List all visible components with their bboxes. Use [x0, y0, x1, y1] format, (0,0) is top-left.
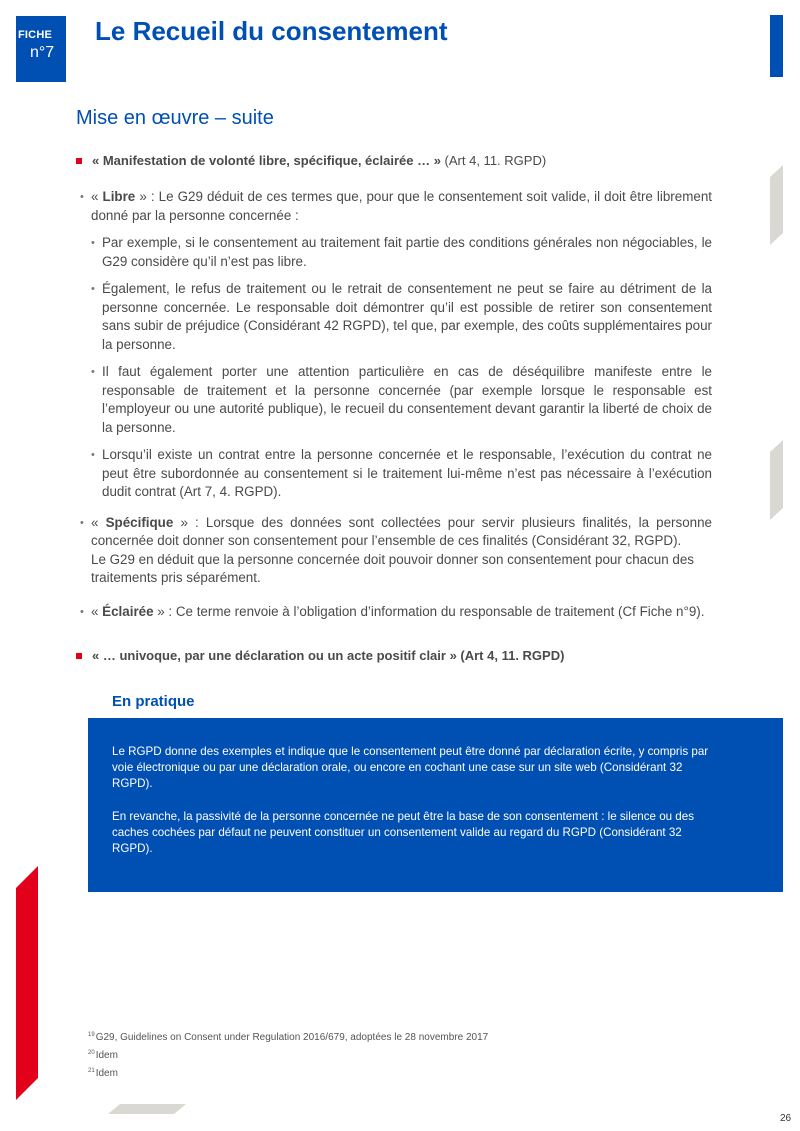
bullet-specifique: • « Spécifique » : Lorsque des données sont collectées pour servir plusieurs finalités, la personne concernée doit donner son consentement pour l’ensemble de ces finalités (Considérant 32, RGPD).: [80, 514, 712, 551]
footnote: $^{21}$Idem: [88, 1068, 118, 1079]
page-title: Le Recueil du consentement: [95, 16, 448, 46]
bottom-grey-decoration: [108, 1104, 186, 1114]
term-specifique: Spécifique: [105, 514, 174, 530]
red-square-bullet-icon: [76, 158, 82, 164]
footnotes: [88, 1032, 488, 1086]
red-square-bullet-icon: [76, 653, 82, 659]
specifique-continuation: Le G29 en déduit que la personne concernée doit pouvoir donner son consentement pour chacun des traitements pris séparément.: [91, 551, 695, 585]
bullet-eclairee: • « Éclairée » : Ce terme renvoie à l’obligation d’information du responsable de traitement (Cf Fiche n°9).: [80, 603, 712, 622]
footnote: $^{20}$Idem: [88, 1050, 118, 1061]
main-point-univoque: [76, 648, 564, 663]
bullet-libre: • « Libre » : Le G29 déduit de ces termes que, pour que le consentement soit valide, il doit être librement donné par la personne concernée :: [80, 188, 712, 225]
sub-bullet: • Il faut également porter une attention particulière en cas de déséquilibre manifeste entre le responsable de traitement et la personne concernée (par exemple lorsque le responsable est l’employeur ou une autorité publique), le recueil du consentement devant garantir la liberté de choix de la personne.: [80, 363, 712, 437]
practice-title: En pratique: [112, 693, 195, 710]
fiche-number: n°7: [30, 44, 55, 61]
main-point-bold: « … univoque, par une déclaration ou un acte positif clair » (Art 4, 11. RGPD): [92, 648, 565, 663]
term-eclairee: Éclairée: [102, 603, 154, 619]
practice-paragraph: Le RGPD donne des exemples et indique que le consentement peut être donné par déclaration écrite, y compris par voie électronique ou par une déclaration orale, ou encore en cochant une case sur un site web (Considérant 32 RGPD).: [112, 745, 709, 790]
fiche-badge: [16, 16, 66, 82]
fiche-label: FICHE: [18, 29, 52, 41]
practice-box: [88, 718, 783, 892]
footnote: $^{19}$G29, Guidelines on Consent under Regulation 2016/679, adoptées le 28 novembre 2017: [88, 1032, 489, 1043]
term-libre: Libre: [102, 189, 136, 204]
grey-tab-decoration: [770, 440, 783, 520]
section-title: Mise en œuvre – suite: [76, 107, 274, 129]
criteria-list: [80, 188, 712, 621]
sub-bullet: • Par exemple, si le consentement au traitement fait partie des conditions générales non négociables, le G29 considère qu’il n’est pas libre.: [80, 234, 712, 271]
red-stripe-decoration: [16, 866, 38, 1100]
grey-tab-decoration: [770, 165, 783, 245]
page-number: 26: [780, 1113, 792, 1124]
sub-bullet: • Lorsqu’il existe un contrat entre la personne concernée et le responsable, l’exécution du contrat ne peut être subordonnée au consentement si le traitement lui-même n’est pas nécessaire à l’exécution dudit contrat (Art 7, 4. RGPD).: [80, 446, 712, 502]
main-point-ref: (Art 4, 11. RGPD): [440, 153, 547, 168]
main-point-manifestation: [76, 153, 546, 168]
right-blue-tab-decoration: [770, 15, 783, 77]
main-point-bold: « Manifestation de volonté libre, spécifique, éclairée … »: [92, 153, 441, 168]
practice-paragraph: En revanche, la passivité de la personne concernée ne peut être la base de son consentement : le silence ou des caches cochées par défaut ne peuvent constituer un consentement valide au regard du RGPD (Considérant 32 RGPD).: [112, 810, 694, 855]
sub-bullet: • Également, le refus de traitement ou le retrait de consentement ne peut se faire au détriment de la personne concernée. Le responsable doit démontrer qu’il est possible de retirer son consentement sans subir de préjudice (Considérant 42 RGPD), tel que, par exemple, des coûts supplémentaires pour la personne.: [80, 280, 712, 354]
